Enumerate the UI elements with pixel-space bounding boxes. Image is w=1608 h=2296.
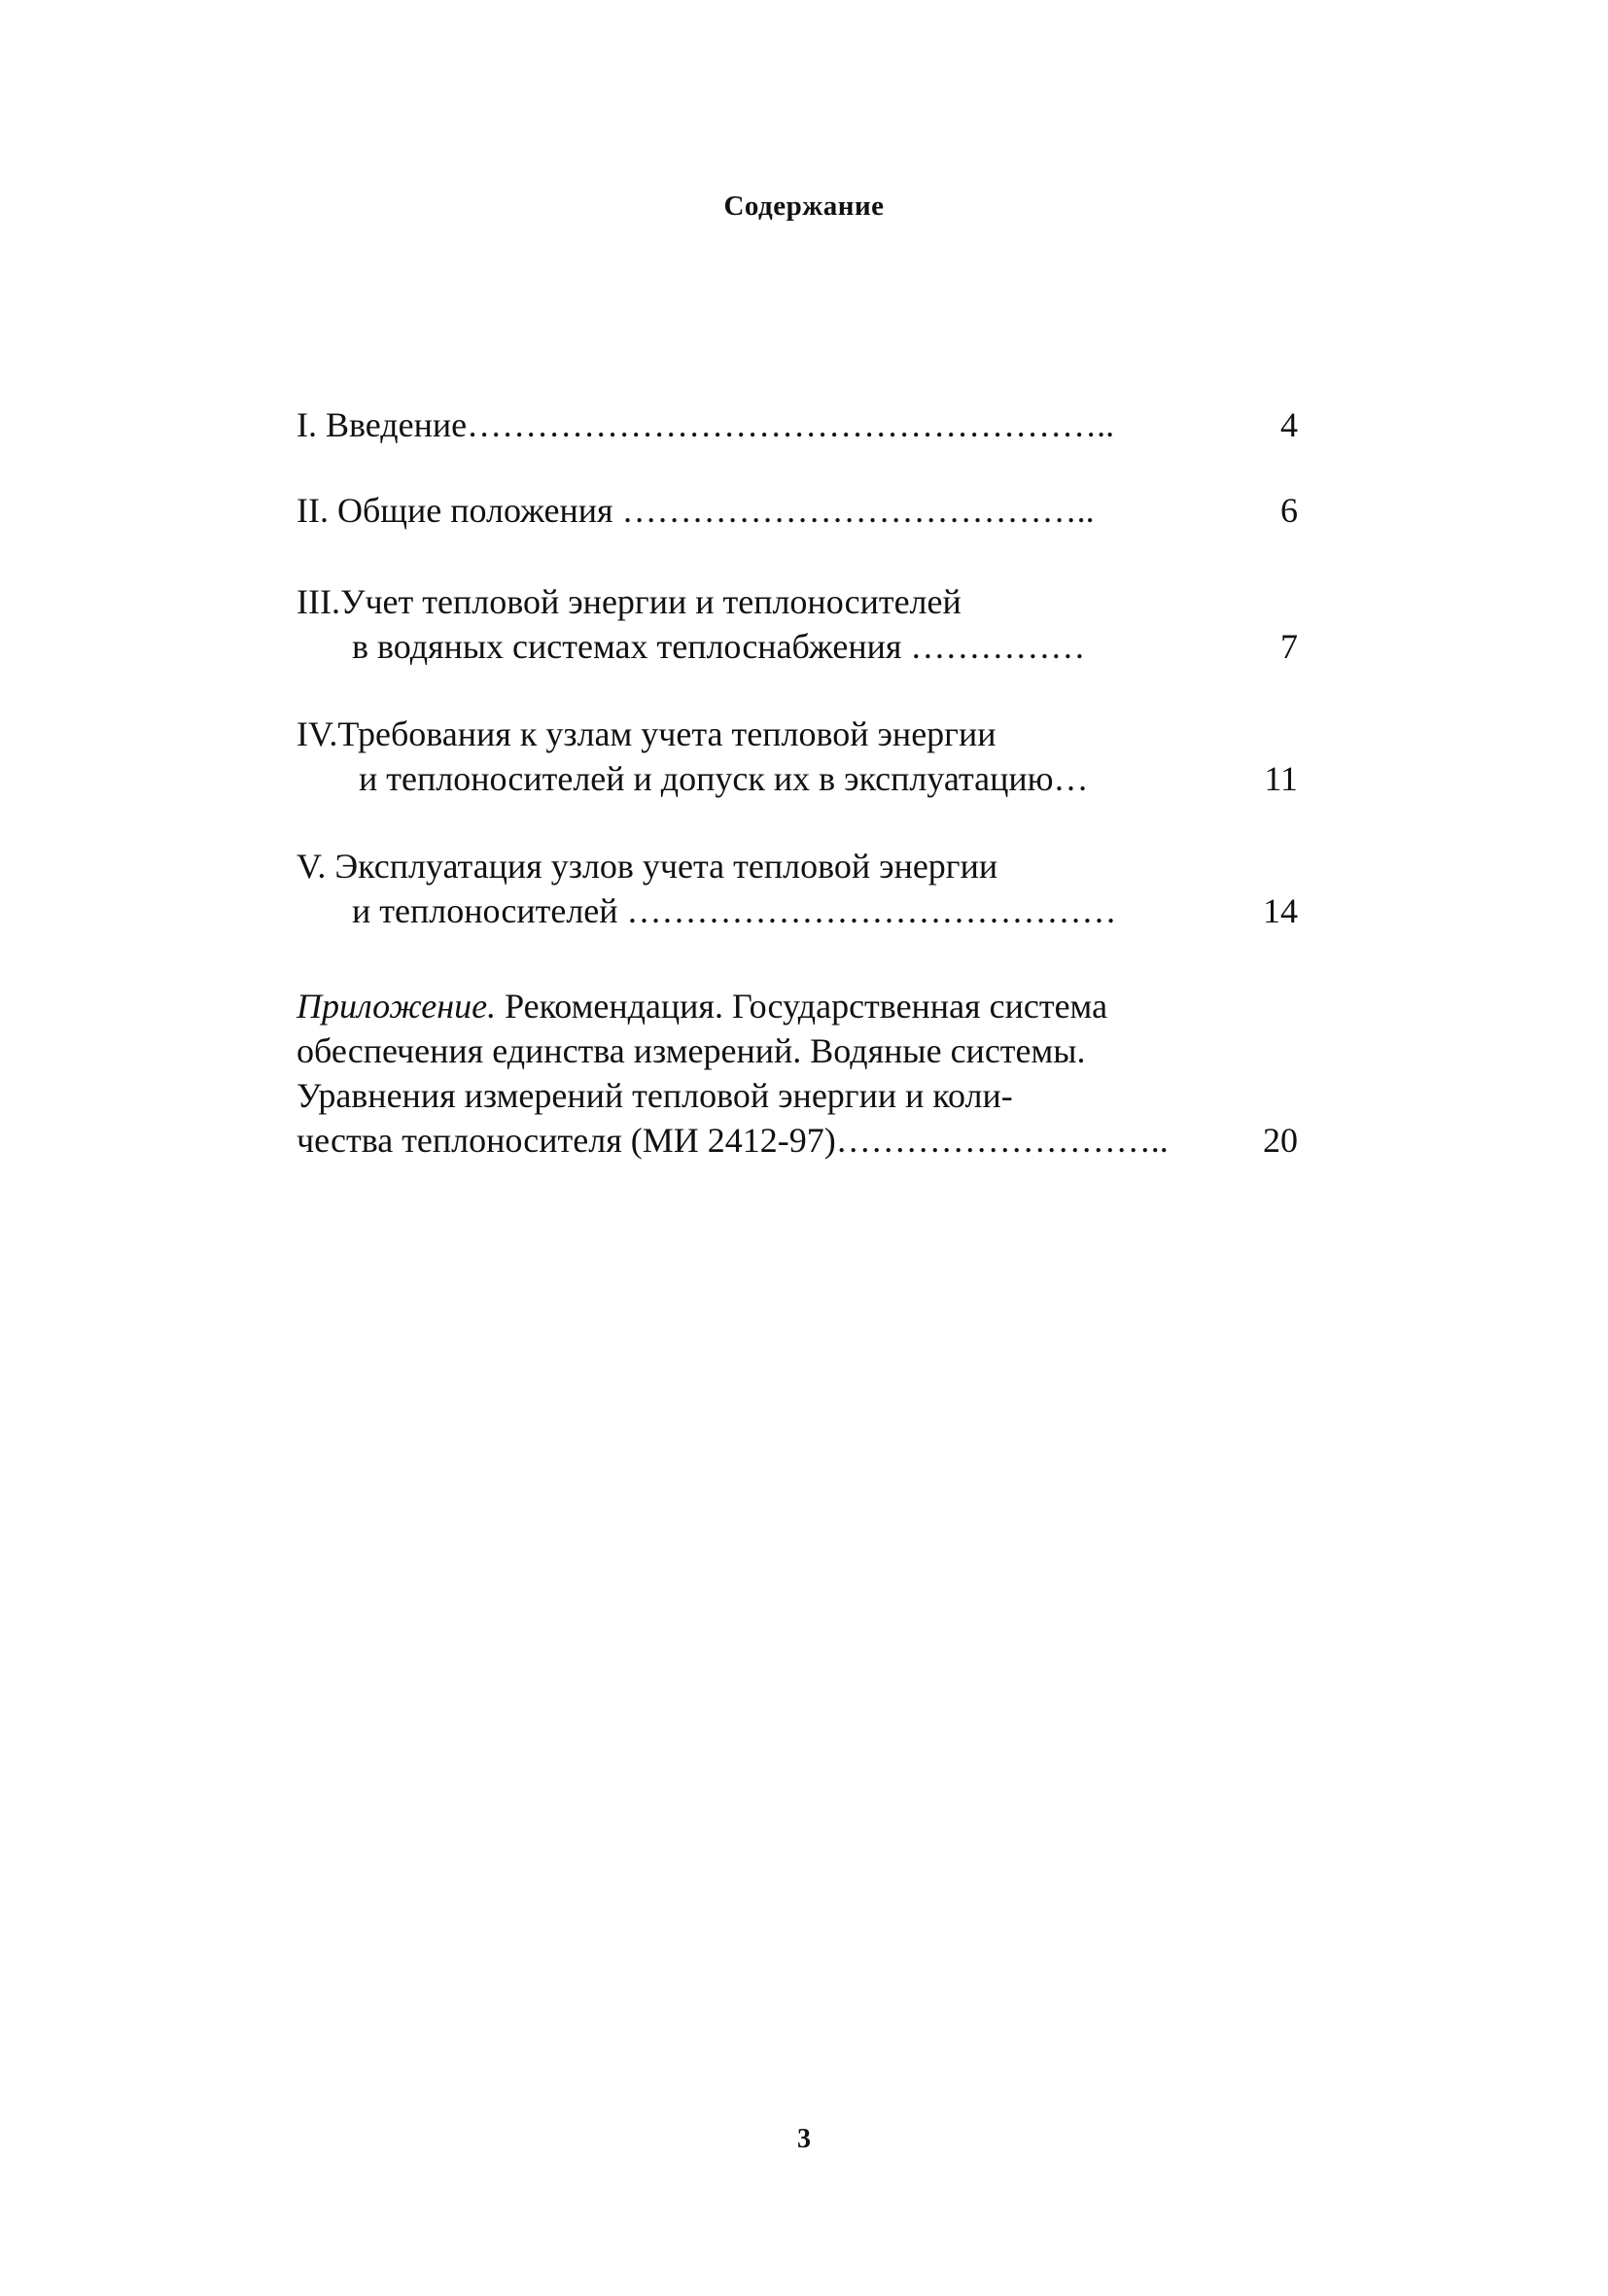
toc-entry-5-line-2: и теплоносителей …………………………………… [352, 891, 1117, 930]
appendix-line-1-text: Рекомендация. Государственная система [496, 987, 1108, 1026]
page-number: 3 [797, 2124, 811, 2154]
toc-entry-2-page: 6 [1280, 491, 1298, 530]
appendix-line-1 [297, 984, 1107, 1028]
toc-entry-1-page: 4 [1280, 405, 1298, 444]
appendix-label: Приложение. [297, 987, 497, 1026]
toc-entry-4-line-1: IV.Требования к узлам учета тепловой энергии [297, 714, 996, 753]
toc-entry-4-page: 11 [1264, 759, 1298, 798]
toc-entry-3-page: 7 [1280, 627, 1298, 666]
toc-entry-5-line-1: V. Эксплуатация узлов учета тепловой энергии [297, 847, 998, 886]
appendix-line-4: чества теплоносителя (МИ 2412-97)……………………….. [297, 1121, 1169, 1160]
toc-entry-3-line-2: в водяных системах теплоснабжения …………… [352, 627, 1086, 666]
appendix-line-3: Уравнения измерений тепловой энергии и коли- [297, 1076, 1013, 1115]
toc-entry-4-line-2: и теплоносителей и допуск их в эксплуатацию… [359, 759, 1089, 798]
toc-entry-5-page: 14 [1263, 891, 1298, 930]
toc-entry-2-line-1: II. Общие положения ………………………………….. [297, 491, 1095, 530]
appendix-line-2: обеспечения единства измерений. Водяные системы. [297, 1031, 1086, 1070]
appendix-page: 20 [1263, 1121, 1298, 1160]
toc-entry-3-line-1: III.Учет тепловой энергии и теплоносителей [297, 582, 961, 621]
toc-entry-1-line-1: I. Введение……………………………………………….. [297, 405, 1115, 444]
page-title: Содержание [723, 191, 885, 222]
